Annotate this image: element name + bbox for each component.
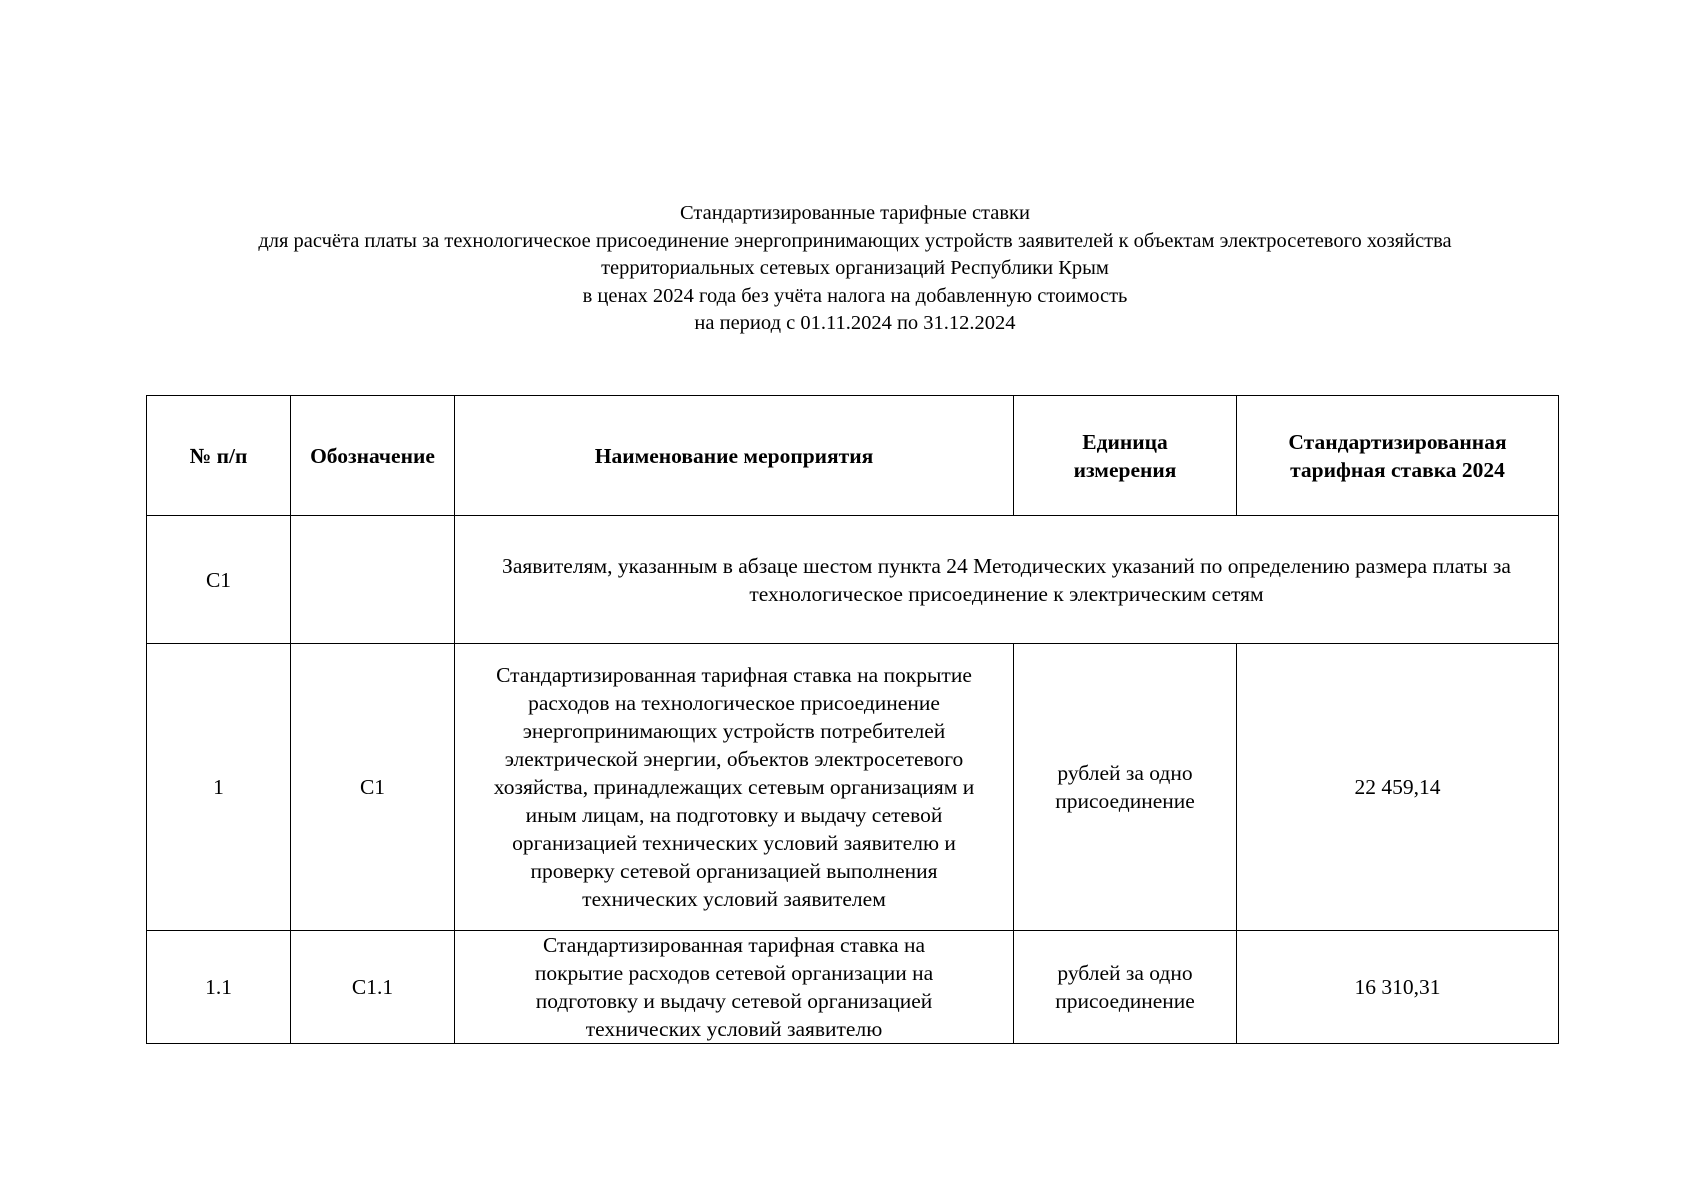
row-name: Стандартизированная тарифная ставка на покрытие расходов на технологическое присоединение энергопринимающих устройств потребителей электрической энергии, объектов электросетевого хозяйства, принадлежащих сетевым организациям и иным лицам, на подготовку и выдачу сетевой организацией технических условий заявителю и проверку сетевой организацией выполнения технических условий заявителем [455,644,1014,931]
row-unit: рублей за одно присоединение [1014,644,1237,931]
title-line: на период с 01.11.2024 по 31.12.2024 [694,312,1016,334]
title-line: для расчёта платы за технологическое присоединение энергопринимающих устройств заявителей к объектам электросетевого хозяйства [258,229,1452,252]
row-unit: рублей за одно присоединение [1014,931,1237,1044]
row-name: Стандартизированная тарифная ставка на покрытие расходов сетевой организации на подготовку и выдачу сетевой организацией технических условий заявителю [455,931,1014,1044]
row-code: С1.1 [291,931,455,1044]
section-description: Заявителям, указанным в абзаце шестом пункта 24 Методических указаний по определению размера платы за технологическое присоединение к электрическим сетям [455,516,1559,644]
table-row [147,644,1559,931]
section-number: С1 [147,516,291,644]
row-number: 1.1 [147,931,291,1044]
tariff-table [146,395,1559,1044]
row-code: С1 [291,644,455,931]
header-rate: Стандартизированная тарифная ставка 2024 [1237,396,1559,516]
header-code: Обозначение [291,396,455,516]
header-number: № п/п [147,396,291,516]
row-number: 1 [147,644,291,931]
title-line: в ценах 2024 года без учёта налога на добавленную стоимость [582,284,1128,307]
row-rate: 22 459,14 [1237,644,1559,931]
row-rate: 16 310,31 [1237,931,1559,1044]
table-row [147,931,1559,1044]
header-name: Наименование мероприятия [455,396,1014,516]
document-title [120,200,1590,338]
section-row [147,516,1559,644]
section-code [291,516,455,644]
table-header-row [147,396,1559,516]
title-line: Стандартизированные тарифные ставки [680,202,1030,224]
header-unit: Единица измерения [1014,396,1237,516]
title-line: территориальных сетевых организаций Республики Крым [601,257,1109,279]
